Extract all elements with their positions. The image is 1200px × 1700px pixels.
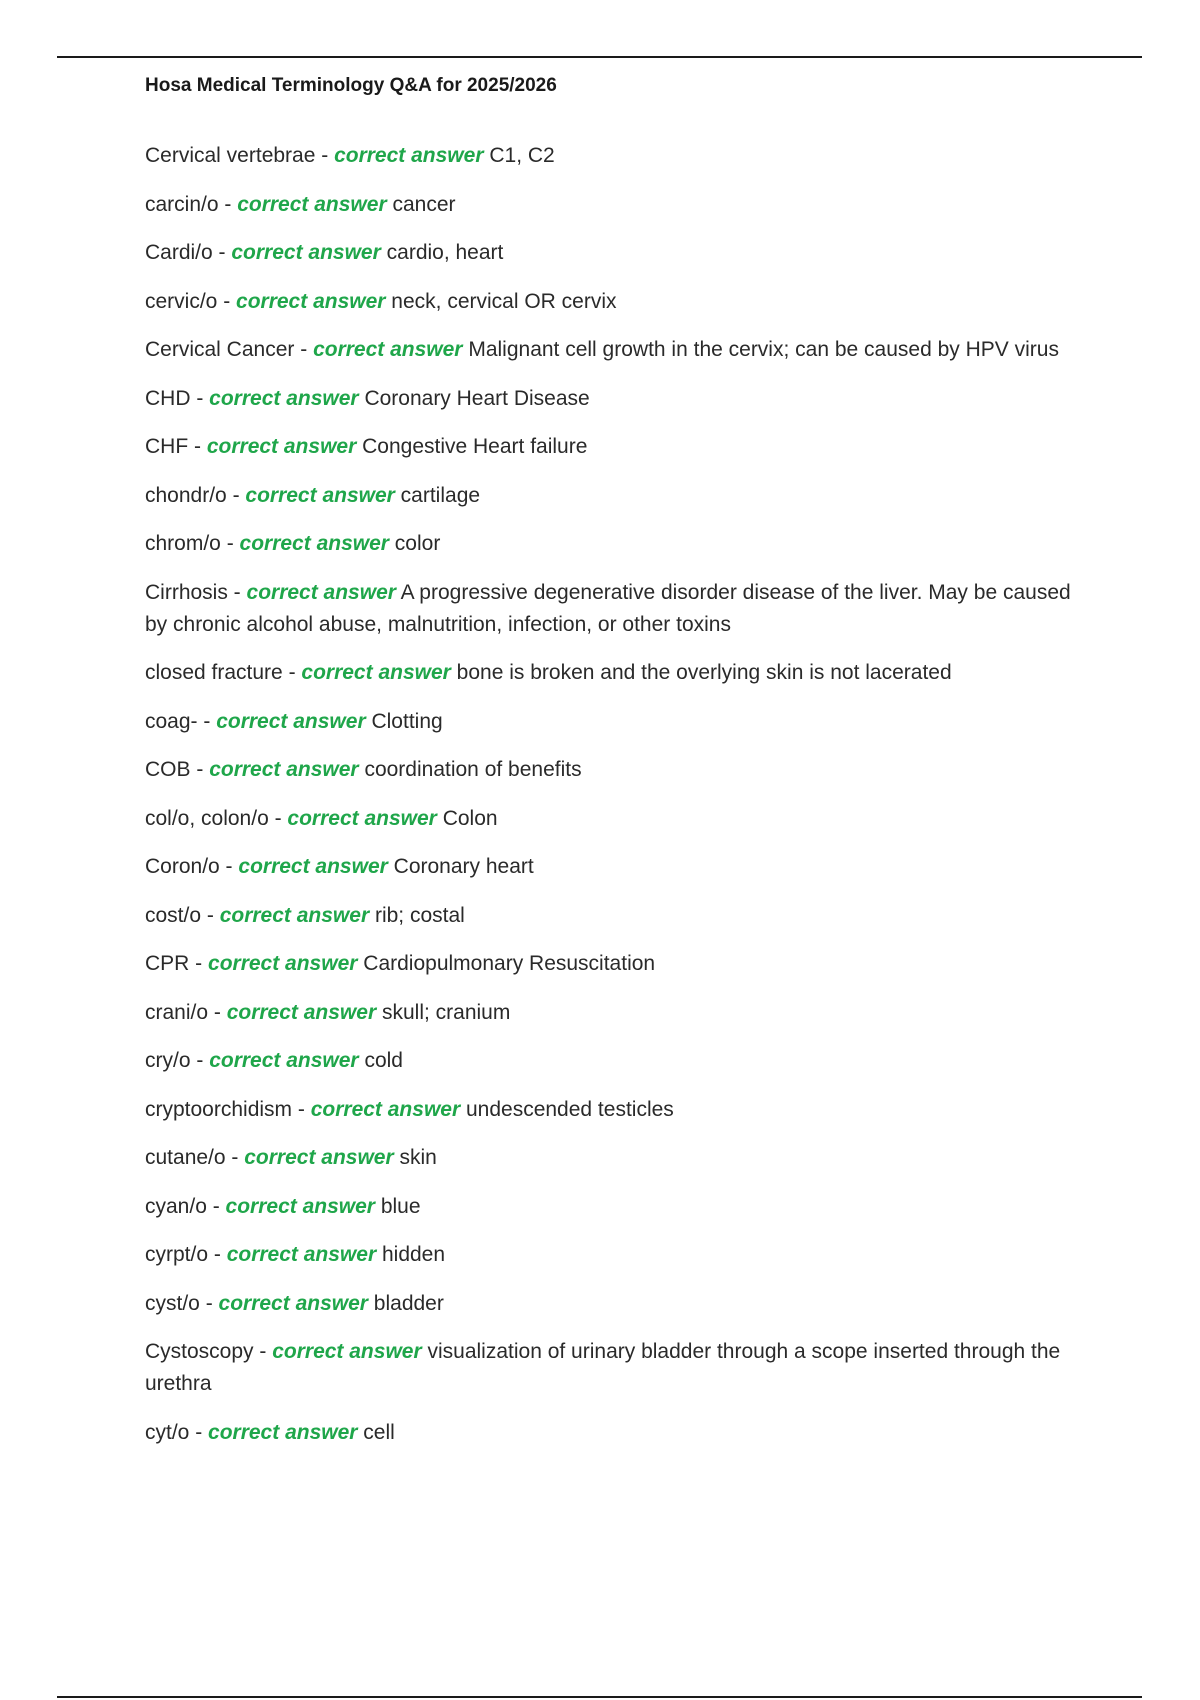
qa-item xyxy=(145,754,1090,786)
correct-answer-label: correct answer xyxy=(209,386,359,410)
qa-term: crani/o xyxy=(145,1000,209,1024)
qa-separator: - xyxy=(294,338,314,361)
qa-answer: cardio, heart xyxy=(386,241,504,264)
qa-term: cryptoorchidism xyxy=(145,1097,293,1121)
qa-item xyxy=(145,1045,1090,1077)
correct-answer-label: correct answer xyxy=(225,1194,375,1218)
qa-term: COB xyxy=(145,758,191,781)
correct-answer-label: correct answer xyxy=(226,1000,377,1024)
qa-separator: - xyxy=(226,483,246,507)
qa-separator: - xyxy=(212,241,232,264)
qa-term: cry/o xyxy=(145,1049,191,1072)
qa-term: closed fracture xyxy=(145,661,283,684)
qa-answer: color xyxy=(394,532,441,555)
correct-answer-label: correct answer xyxy=(245,483,395,507)
correct-answer-label: correct answer xyxy=(231,241,381,264)
qa-term: Cervical Cancer xyxy=(145,338,295,361)
correct-answer-label: correct answer xyxy=(206,435,357,458)
qa-separator: - xyxy=(315,144,335,167)
qa-item xyxy=(145,657,1090,689)
qa-item xyxy=(145,189,1090,221)
qa-separator: - xyxy=(219,855,239,878)
qa-term: col/o, colon/o xyxy=(145,806,269,830)
qa-answer: Cardiopulmonary Resuscitation xyxy=(363,952,656,975)
qa-item xyxy=(145,528,1090,560)
qa-separator: - xyxy=(217,289,237,313)
correct-answer-label: correct answer xyxy=(313,338,463,361)
qa-separator: - xyxy=(189,952,209,975)
qa-answer: coordination of benefits xyxy=(364,758,582,781)
qa-term: Coron/o xyxy=(145,855,220,878)
qa-item xyxy=(145,997,1090,1029)
qa-answer: A progressive degenerative disorder disease of the liver. May be caused by chronic alcohol abuse, malnutrition, infection, or other toxins xyxy=(145,580,1071,636)
correct-answer-label: correct answer xyxy=(287,806,437,830)
qa-item xyxy=(145,334,1090,366)
qa-answer: rib; costal xyxy=(374,903,465,927)
qa-answer: blue xyxy=(380,1194,421,1218)
qa-item xyxy=(145,237,1090,269)
qa-term: coag- xyxy=(145,709,198,733)
qa-separator: - xyxy=(282,661,302,684)
qa-separator: - xyxy=(227,580,247,604)
qa-term: carcin/o xyxy=(145,192,219,216)
qa-item xyxy=(145,1288,1090,1320)
correct-answer-label: correct answer xyxy=(208,952,358,975)
qa-separator: - xyxy=(268,806,288,830)
qa-answer: Clotting xyxy=(371,709,443,733)
qa-term: cyst/o xyxy=(145,1291,200,1315)
qa-answer: skull; cranium xyxy=(381,1000,511,1024)
qa-term: Cervical vertebrae xyxy=(145,144,316,167)
qa-separator: - xyxy=(201,903,220,927)
correct-answer-label: correct answer xyxy=(237,192,387,216)
qa-separator: - xyxy=(253,1340,273,1363)
qa-term: chrom/o xyxy=(145,532,221,555)
top-rule xyxy=(57,56,1142,58)
qa-term: cyrpt/o xyxy=(145,1243,209,1266)
qa-answer: cold xyxy=(364,1049,403,1072)
qa-answer: Malignant cell growth in the cervix; can be caused by HPV virus xyxy=(468,338,1059,361)
bottom-rule xyxy=(57,1696,1142,1698)
qa-answer: hidden xyxy=(381,1243,446,1266)
qa-answer: skin xyxy=(399,1146,437,1169)
qa-item xyxy=(145,948,1090,980)
qa-separator: - xyxy=(218,192,238,216)
qa-item xyxy=(145,1142,1090,1174)
correct-answer-label: correct answer xyxy=(226,1243,377,1266)
qa-item xyxy=(145,1417,1090,1449)
qa-answer: Coronary Heart Disease xyxy=(364,386,590,410)
qa-answer: cell xyxy=(363,1420,395,1444)
qa-item xyxy=(145,1239,1090,1271)
qa-term: chondr/o xyxy=(145,483,227,507)
correct-answer-label: correct answer xyxy=(334,144,484,167)
qa-term: cost/o xyxy=(145,903,202,927)
correct-answer-label: correct answer xyxy=(236,289,386,313)
qa-term: CHF xyxy=(145,435,189,458)
correct-answer-label: correct answer xyxy=(301,661,451,684)
qa-item xyxy=(145,706,1090,738)
qa-answer: cancer xyxy=(392,192,456,216)
correct-answer-label: correct answer xyxy=(216,709,366,733)
qa-separator: - xyxy=(190,1049,210,1072)
qa-item xyxy=(145,900,1090,932)
qa-answer: bone is broken and the overlying skin is not lacerated xyxy=(456,661,952,684)
qa-term: cervic/o xyxy=(145,289,218,313)
qa-answer: visualization of urinary bladder through a scope inserted through the urethra xyxy=(145,1340,1061,1395)
qa-term: cyt/o xyxy=(145,1420,190,1444)
correct-answer-label: correct answer xyxy=(209,1049,359,1072)
correct-answer-label: correct answer xyxy=(244,1146,394,1169)
correct-answer-label: correct answer xyxy=(218,1291,368,1315)
document-page xyxy=(145,72,1090,1465)
qa-answer: Coronary heart xyxy=(393,855,534,878)
qa-separator: - xyxy=(190,386,210,410)
qa-answer: C1, C2 xyxy=(489,144,555,167)
qa-term: cutane/o xyxy=(145,1146,226,1169)
qa-separator: - xyxy=(225,1146,245,1169)
qa-item xyxy=(145,1094,1090,1126)
qa-item xyxy=(145,851,1090,883)
qa-item xyxy=(145,480,1090,512)
qa-item xyxy=(145,383,1090,415)
qa-separator: - xyxy=(208,1000,227,1024)
qa-separator: - xyxy=(220,532,240,555)
correct-answer-label: correct answer xyxy=(310,1097,461,1121)
correct-answer-label: correct answer xyxy=(209,758,359,781)
document-title: Hosa Medical Terminology Q&A for 2025/2026 xyxy=(145,75,557,96)
qa-answer: undescended testicles xyxy=(465,1097,674,1121)
qa-item xyxy=(145,577,1090,641)
qa-answer: neck, cervical OR cervix xyxy=(391,289,617,313)
qa-separator: - xyxy=(292,1097,311,1121)
correct-answer-label: correct answer xyxy=(272,1340,422,1363)
qa-term: cyan/o xyxy=(145,1194,207,1218)
qa-item xyxy=(145,1336,1090,1400)
qa-term: Cardi/o xyxy=(145,241,213,264)
qa-term: CPR xyxy=(145,952,190,975)
qa-term: Cirrhosis xyxy=(145,580,228,604)
qa-item xyxy=(145,431,1090,463)
correct-answer-label: correct answer xyxy=(238,855,388,878)
qa-term: CHD xyxy=(145,386,191,410)
qa-answer: cartilage xyxy=(400,483,481,507)
qa-answer: Congestive Heart failure xyxy=(362,435,588,458)
qa-list xyxy=(145,140,1090,1449)
qa-separator: - xyxy=(208,1243,227,1266)
qa-item xyxy=(145,1191,1090,1223)
correct-answer-label: correct answer xyxy=(246,580,396,604)
qa-answer: bladder xyxy=(373,1291,444,1315)
qa-separator: - xyxy=(206,1194,226,1218)
correct-answer-label: correct answer xyxy=(208,1420,358,1444)
qa-answer: Colon xyxy=(442,806,498,830)
qa-separator: - xyxy=(188,435,207,458)
qa-item xyxy=(145,286,1090,318)
qa-separator: - xyxy=(190,758,210,781)
correct-answer-label: correct answer xyxy=(219,903,370,927)
qa-item xyxy=(145,803,1090,835)
correct-answer-label: correct answer xyxy=(239,532,389,555)
qa-separator: - xyxy=(197,709,217,733)
qa-item xyxy=(145,140,1090,172)
qa-separator: - xyxy=(199,1291,219,1315)
qa-term: Cystoscopy xyxy=(145,1340,254,1363)
qa-separator: - xyxy=(189,1420,209,1444)
